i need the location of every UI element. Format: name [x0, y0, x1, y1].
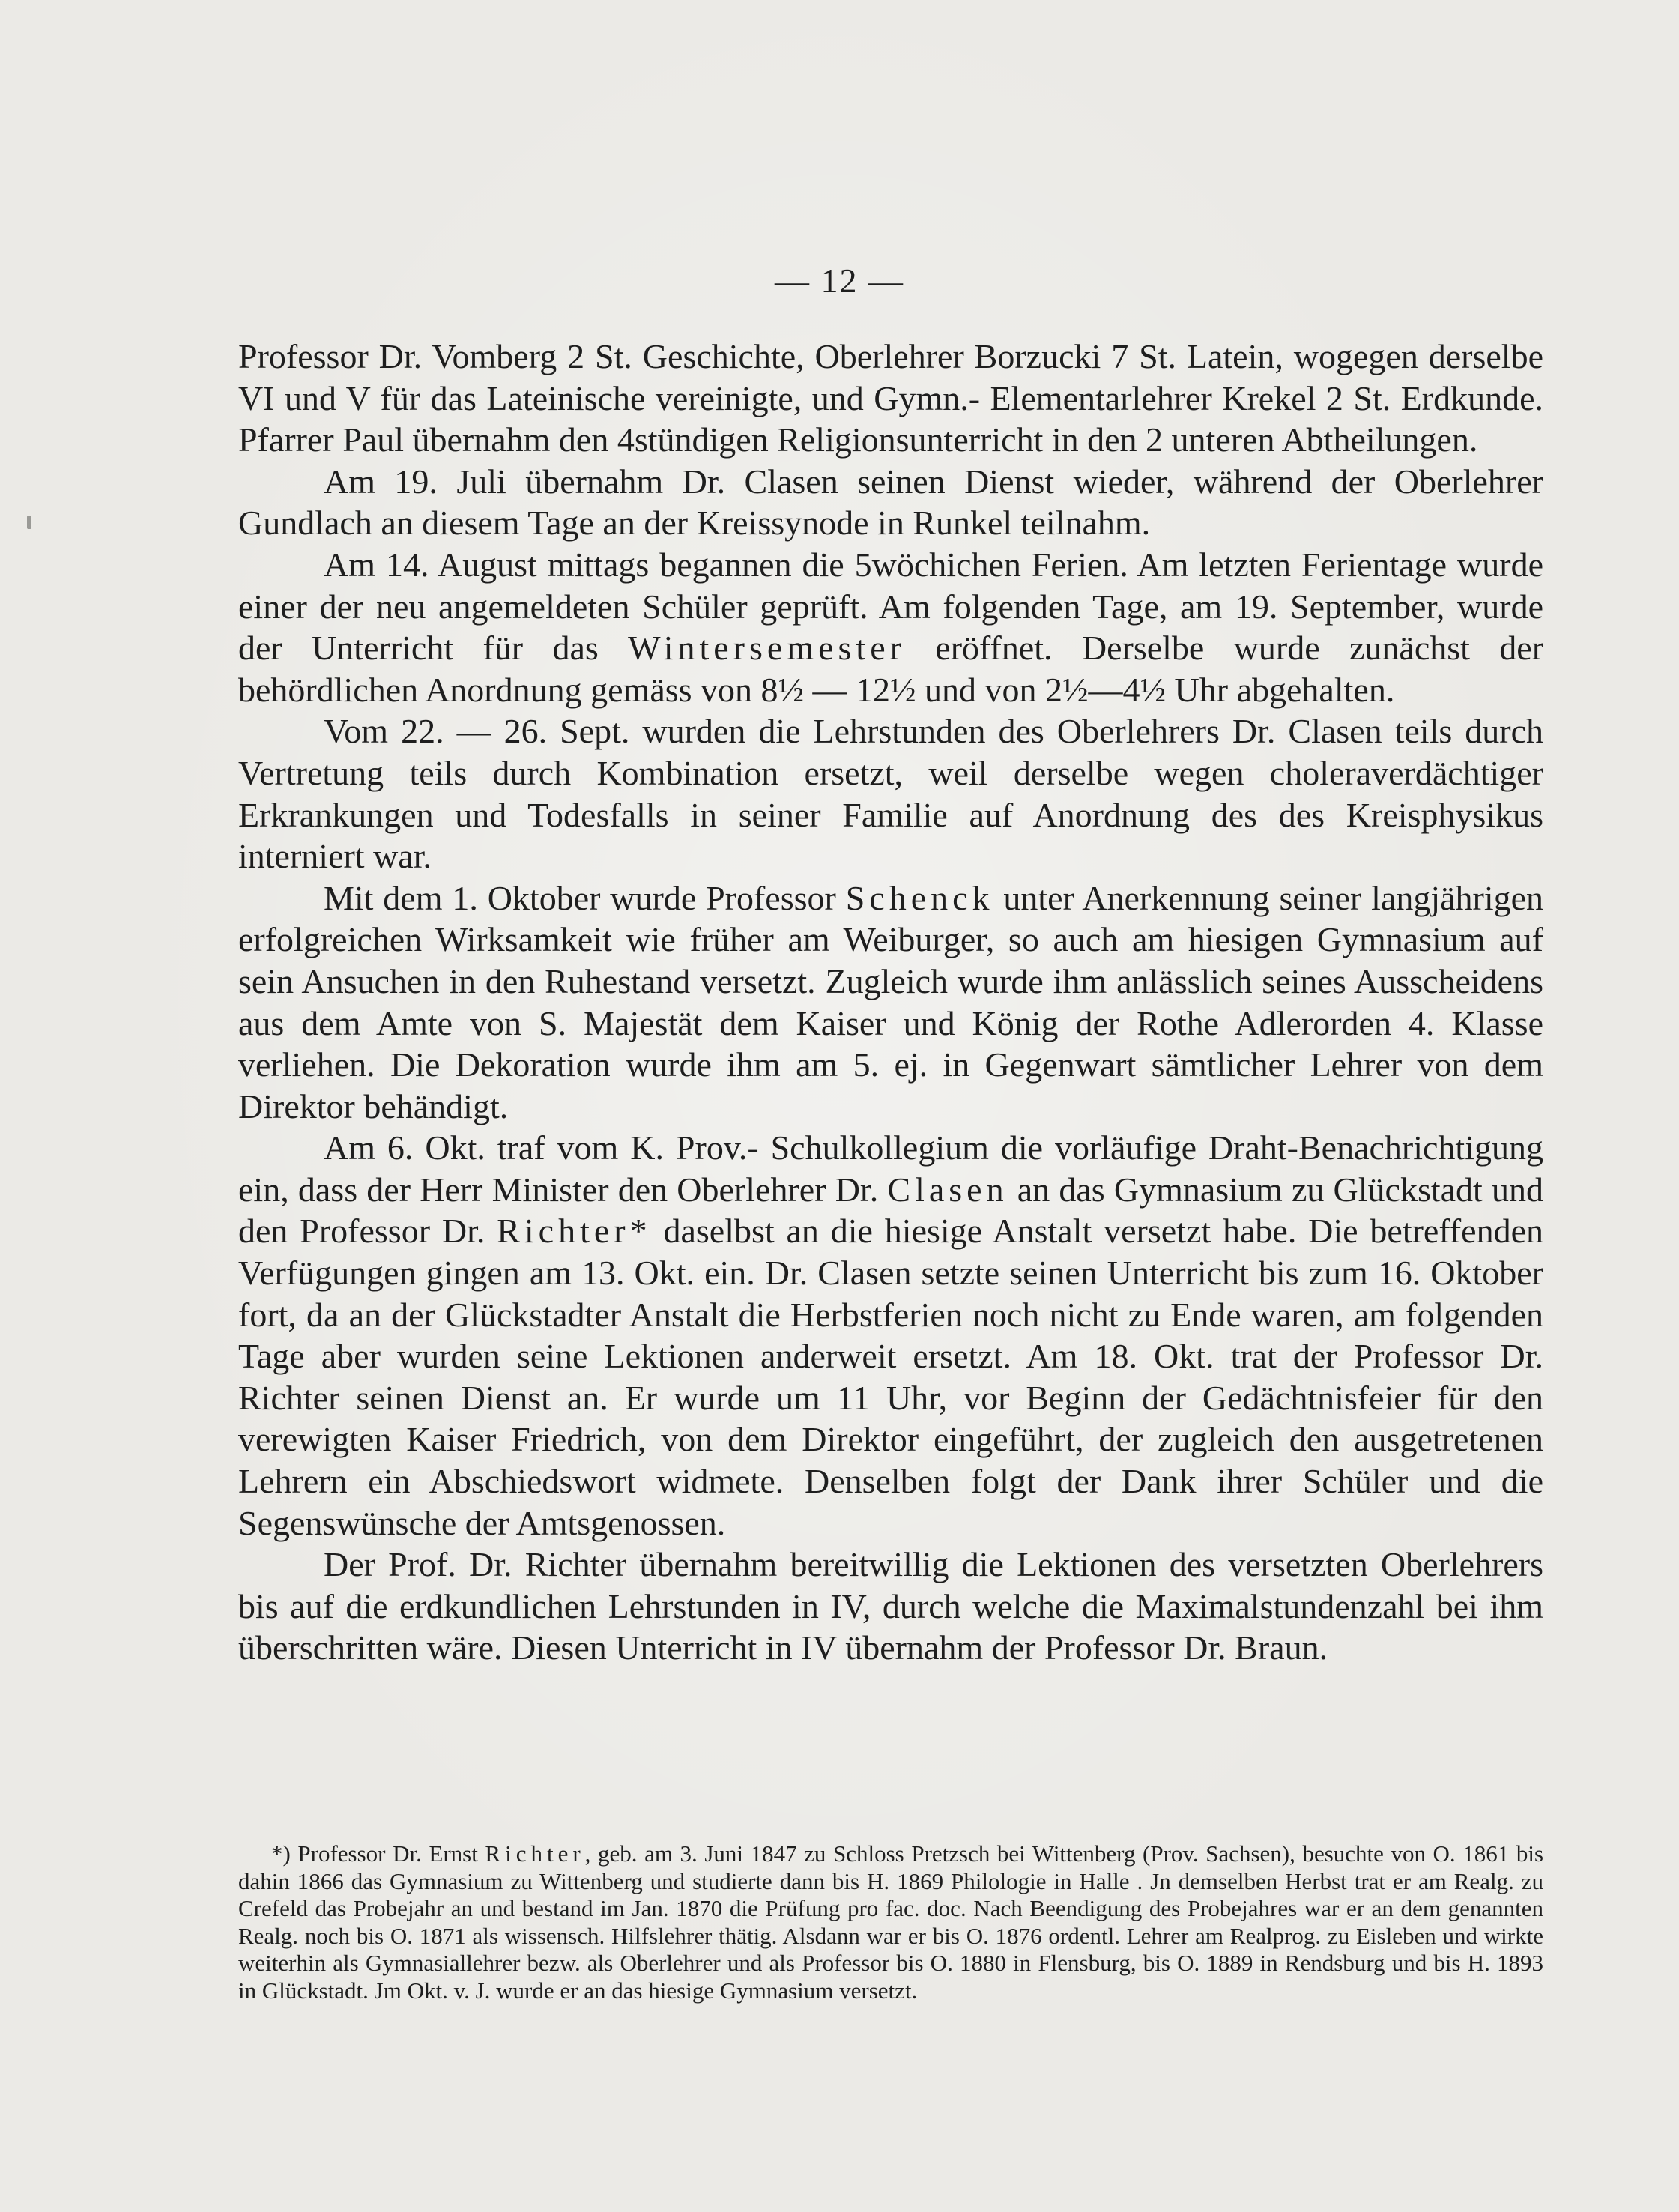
spaced-name-clasen: Clasen	[887, 1170, 1008, 1209]
paragraph-2: Am 19. Juli übernahm Dr. Clasen seinen Dienst wieder, während der Oberlehrer Gundlach an diesem Tage an der Kreissynode in Runkel teilnahm.	[238, 462, 1543, 543]
paragraph-7: Der Prof. Dr. Richter übernahm bereitwillig die Lektionen des versetzten Oberlehrers bis auf die erdkundlichen Lehrstunden in IV, durch welche die Maximalstundenzahl bei ihm überschritten wäre. Diesen Unterricht in IV übernahm der Professor Dr. Braun.	[238, 1545, 1543, 1667]
paragraph-6-text-b: an das Gymnasium zu Glückstadt und den Professor Dr.	[238, 1170, 1544, 1251]
paragraph-1: Professor Dr. Vomberg 2 St. Geschichte, Oberlehrer Borzucki 7 St. Latein, wogegen derselbe VI und V für das Lateinische vereinigte, und Gymn.- Elementarlehrer Krekel 2 St. Erdkunde. Pfarrer Paul übernahm den 4stündigen Religionsunterricht in den 2 unteren Abtheilungen.	[238, 337, 1543, 459]
paragraph-6-text-c: daselbst an die hiesige Anstalt versetzt habe. Die betreffenden Verfügungen gingen am 13. Okt. ein. Dr. Clasen setzte seinen Unterricht bis zum 16. Oktober fort, da an der Glückstadter Anstalt die Herbstferien noch nicht zu Ende waren, am folgenden Tage aber wurden seine Lektionen anderweit ersetzt. Am 18. Okt. trat der Professor Dr. Richter seinen Dienst an. Er wurde um 11 Uhr, vor Beginn der Gedächtnisfeier für den verewigten Kaiser Friedrich, von dem Direktor eingeführt, der zugleich den ausgetretenen Lehrern ein Abschiedswort widmete. Denselben folgt der Dank ihrer Schüler und die Segenswünsche der Amtsgenossen.	[238, 1212, 1543, 1542]
paragraph-6-text-a: Am 6. Okt. traf vom K. Prov.- Schulkollegium die vorläufige Draht-Benachrichtigung ein, dass der Herr Minister den Oberlehrer Dr.	[238, 1128, 1543, 1209]
spaced-term-wintersemester: Wintersemester	[628, 629, 906, 668]
paragraph-5	[238, 877, 1543, 1128]
spaced-name-richter: Richter*	[497, 1212, 652, 1251]
footnote-prefix: *) Professor Dr. Ernst	[271, 1840, 478, 1867]
footnote-text: , geb. am 3. Juni 1847 zu Schloss Pretzsch bei Wittenberg (Prov. Sachsen), besuchte von O. 1861 bis dahin 1866 das Gymnasium zu Wittenberg und studierte dann bis H. 1869 Philologie in Halle . Jn demselben Herbst trat er am Realg. zu Crefeld das Probejahr an und bestand im Jan. 1870 die Prüfung pro fac. doc. Nach Beendigung des Probejahres war er an dem genannten Realg. noch bis O. 1871 als wissensch. Hilfslehrer thätig. Alsdann war er bis O. 1876 ordentl. Lehrer am Realprog. zu Eisleben und wirkte weiterhin als Gymnasiallehrer bezw. als Oberlehrer und als Professor bis O. 1880 in Flensburg, bis O. 1889 in Rendsburg und bis H. 1893 in Glückstadt. Jm Okt. v. J. wurde er an das hiesige Gymnasium versetzt.	[238, 1840, 1544, 2004]
margin-mark	[27, 516, 31, 529]
footnote-name: Richter	[485, 1840, 585, 1867]
paragraph-5-text-b: unter Anerkennung seiner langjährigen erfolgreichen Wirksamkeit wie früher am Weiburger, so auch am hiesigen Gymnasium auf sein Ansuchen in den Ruhestand versetzt. Zugleich wurde ihm anlässlich seines Ausscheidens aus dem Amte von S. Majestät dem Kaiser und König der Rothe Adlerorden 4. Klasse verliehen. Die Dekoration wurde ihm am 5. ej. in Gegenwart sämtlicher Lehrer von dem Direktor behändigt.	[238, 878, 1544, 1125]
page-number: — 12 —	[775, 262, 904, 300]
spaced-name-schenck: Schenck	[845, 878, 994, 917]
paragraph-3-text-b: eröffnet. Derselbe wurde zunächst der behördlichen Anordnung gemäss von 8½ — 12½ und von 2½—4½ Uhr abgehalten.	[238, 629, 1544, 709]
paragraph-3	[238, 544, 1543, 710]
paragraph-4: Vom 22. — 26. Sept. wurden die Lehrstunden des Oberlehrers Dr. Clasen teils durch Vertretung teils durch Kombination ersetzt, weil derselbe wegen choleraverdächtiger Erkrankungen und Todesfalls in seiner Familie auf Anordnung des des Kreisphysikus interniert war.	[238, 712, 1543, 876]
paragraph-5-text-a: Mit dem 1. Oktober wurde Professor	[324, 878, 836, 917]
body-text	[238, 336, 1543, 1669]
footnote-paragraph	[238, 1840, 1543, 2004]
paragraph-3-text-a: Am 14. August mittags begannen die 5wöchichen Ferien. Am letzten Ferientage wurde einer der neu angemeldeten Schüler geprüft. Am folgenden Tage, am 19. September, wurde der Unterricht für das	[238, 545, 1543, 668]
footnote	[238, 1840, 1543, 2004]
paragraph-6	[238, 1127, 1543, 1544]
